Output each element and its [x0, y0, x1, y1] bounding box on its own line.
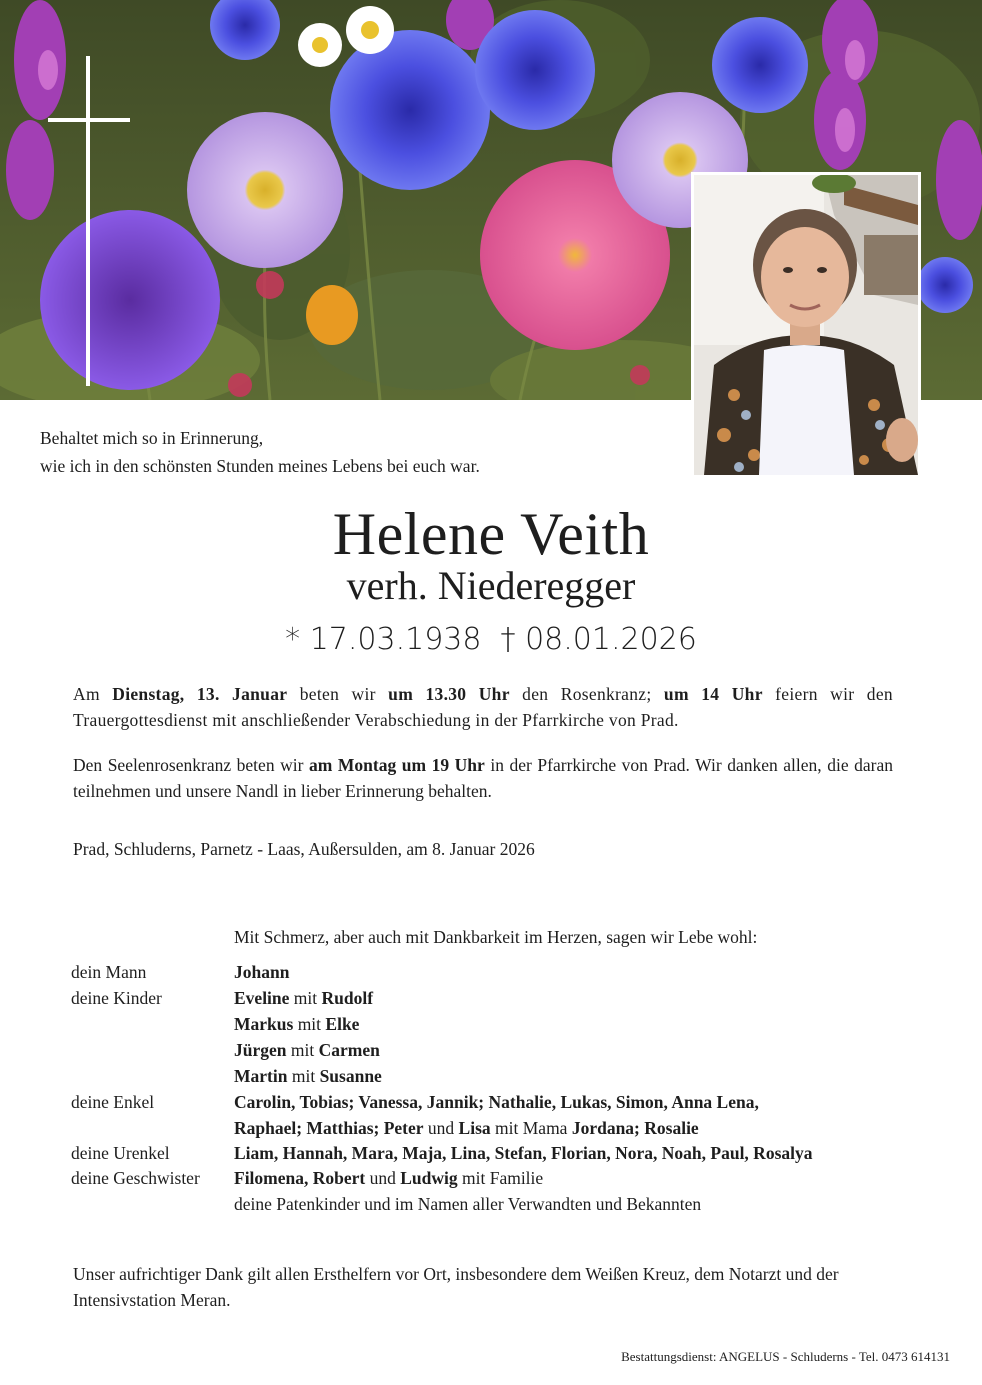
name-bold: Filomena, Robert: [234, 1168, 366, 1188]
cross-icon: [48, 56, 130, 386]
name-bold: Lisa: [458, 1118, 491, 1138]
child-row-2: [234, 1014, 359, 1035]
text-fragment: den Rosenkranz;: [509, 684, 664, 704]
name-bold: Markus: [234, 1014, 294, 1034]
label-husband: dein Mann: [71, 962, 147, 982]
service-time: um 14 Uhr: [663, 684, 763, 704]
name-bold: Jordana; Rosalie: [571, 1118, 699, 1138]
quote-line-1: Behaltet mich so in Erinnerung,: [40, 428, 264, 448]
rosary-info-paragraph: [73, 752, 893, 804]
funeral-service-footer: Bestattungsdienst: ANGELUS - Schluderns - Tel. 0473 614131: [621, 1349, 950, 1364]
funeral-info-paragraph: [73, 681, 893, 733]
label-grandchildren: deine Enkel: [71, 1092, 155, 1112]
husband-name: [234, 962, 289, 983]
thanks-paragraph: Unser aufrichtiger Dank gilt allen Ersthelfern vor Ort, insbesondere dem Weißen Kreuz, dem Notarzt und der Intensivstation Meran.: [73, 1264, 839, 1310]
name-bold: Jürgen: [234, 1040, 287, 1060]
text-fragment: und: [365, 1168, 401, 1188]
great-grandchildren-row: [234, 1143, 813, 1164]
text-fragment: Den Seelenrosenkranz beten wir: [73, 755, 309, 775]
grandchildren-row-1: [234, 1092, 759, 1113]
funeral-day: Dienstag, 13. Januar: [112, 684, 288, 704]
text-fragment: in der Pfarrkirche von Prad. Wir danken allen, die daran teilnehmen und unsere Nandl in lieber Erinnerung behalten.: [73, 755, 894, 801]
portrait-photo: [691, 172, 921, 478]
text-fragment: mit: [286, 1040, 319, 1060]
name-bold: Liam, Hannah, Mara, Maja, Lina, Stefan, Florian, Nora, Noah, Paul, Rosalya: [234, 1143, 813, 1163]
portrait-image: [694, 175, 918, 475]
name-bold: Martin: [234, 1066, 288, 1086]
place-date: Prad, Schluderns, Parnetz - Laas, Außersulden, am 8. Januar 2026: [73, 839, 535, 859]
quote-line-2: wie ich in den schönsten Stunden meines Lebens bei euch war.: [40, 456, 480, 476]
text-fragment: feiern wir den Trauergottesdienst mit anschließender Verabschiedung in der Pfarrkirche von Prad.: [73, 684, 893, 730]
name-bold: Raphael; Matthias; Peter: [234, 1118, 424, 1138]
name-bold: Susanne: [319, 1066, 382, 1086]
mourners-intro: Mit Schmerz, aber auch mit Dankbarkeit im Herzen, sagen wir Lebe wohl:: [234, 927, 758, 947]
name-bold: Eveline: [234, 988, 290, 1008]
rosary-time: um 13.30 Uhr: [388, 684, 510, 704]
text-fragment: und: [423, 1118, 459, 1138]
child-row-1: [234, 988, 373, 1009]
life-dates: * 17.03.1938 † 08.01.2026: [285, 622, 697, 657]
name-bold: Johann: [234, 962, 290, 982]
child-row-4: [234, 1066, 382, 1087]
name-bold: Ludwig: [400, 1168, 458, 1188]
rosary-day-time: am Montag um 19 Uhr: [309, 755, 485, 775]
label-siblings: deine Geschwister: [71, 1168, 200, 1188]
grandchildren-row-2: [234, 1118, 699, 1139]
text-fragment: Am: [73, 684, 113, 704]
siblings-row: [234, 1168, 543, 1189]
deceased-name: Helene Veith: [332, 501, 650, 567]
label-great-grandchildren: deine Urenkel: [71, 1143, 170, 1163]
name-bold: Rudolf: [321, 988, 374, 1008]
text-fragment: mit: [289, 988, 322, 1008]
name-bold: Carmen: [318, 1040, 380, 1060]
text-fragment: mit: [287, 1066, 320, 1086]
child-row-3: [234, 1040, 380, 1061]
label-children: deine Kinder: [71, 988, 162, 1008]
text-fragment: mit Familie: [457, 1168, 544, 1188]
closing-line: deine Patenkinder und im Namen aller Verwandten und Bekannten: [234, 1194, 702, 1214]
name-bold: Elke: [325, 1014, 360, 1034]
text-fragment: mit Mama: [490, 1118, 572, 1138]
married-name: verh. Niederegger: [346, 563, 636, 608]
text-fragment: mit: [293, 1014, 326, 1034]
text-fragment: beten wir: [287, 684, 389, 704]
memorial-quote: [40, 424, 480, 480]
name-bold: Carolin, Tobias; Vanessa, Jannik; Nathalie, Lukas, Simon, Anna Lena,: [234, 1092, 759, 1112]
